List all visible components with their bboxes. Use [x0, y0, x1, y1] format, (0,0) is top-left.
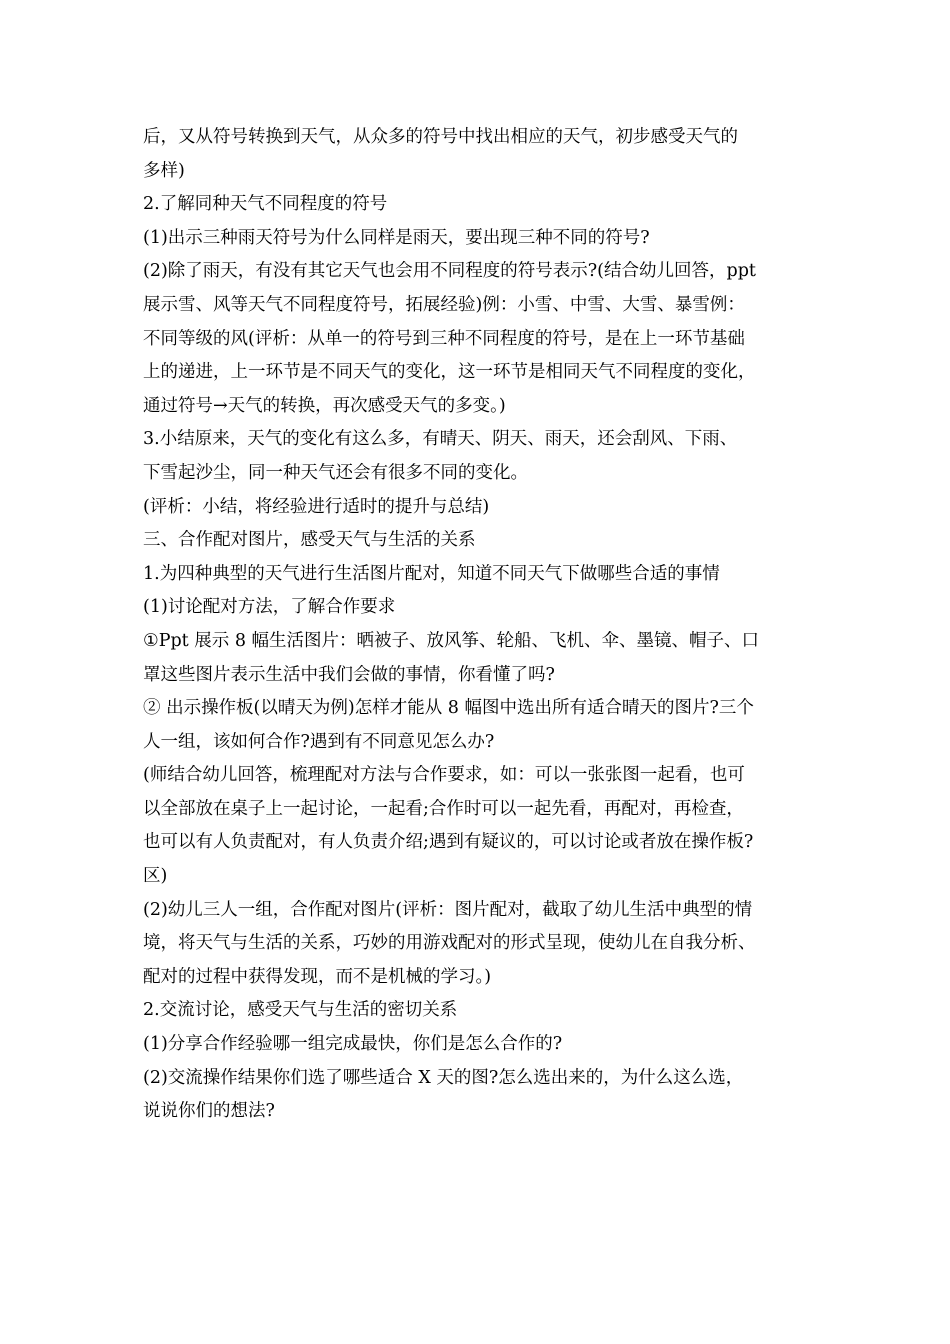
text-line: 多样)	[143, 160, 185, 181]
text-line: (1)出示三种雨天符号为什么同样是雨天，要出现三种不同的符号?	[143, 227, 650, 248]
text-line: 人一组，该如何合作?遇到有不同意见怎么办?	[143, 731, 495, 752]
text-line: 展示雪、风等天气不同程度符号，拓展经验)例：小雪、中雪、大雪、暴雪例：	[143, 294, 745, 315]
text-line: 通过符号→天气的转换，再次感受天气的多变。)	[143, 395, 506, 416]
text-line: 以全部放在桌子上一起讨论，一起看;合作时可以一起先看，再配对，再检查，	[143, 798, 744, 819]
text-line: 后，又从符号转换到天气，从众多的符号中找出相应的天气，初步感受天气的	[143, 127, 738, 147]
section-heading: 三、合作配对图片，感受天气与生活的关系	[143, 530, 476, 551]
section-heading: 2.交流讨论，感受天气与生活的密切关系	[143, 1000, 458, 1021]
text-line: (1)分享合作经验哪一组完成最快，你们是怎么合作的?	[143, 1034, 563, 1055]
text-line: (2)幼儿三人一组，合作配对图片(评析：图片配对，截取了幼儿生活中典型的情	[143, 899, 753, 920]
text-line: 说说你们的想法?	[143, 1101, 275, 1122]
text-line: 下雪起沙尘，同一种天气还会有很多不同的变化。	[143, 462, 528, 483]
text-line: (1)讨论配对方法，了解合作要求	[143, 597, 396, 618]
section-heading: 1.为四种典型的天气进行生活图片配对，知道不同天气下做哪些合适的事情	[143, 563, 720, 584]
document-body	[143, 121, 833, 1129]
section-heading: 3.小结原来，天气的变化有这么多，有晴天、阴天、雨天，还会刮风、下雨、	[143, 429, 738, 450]
text-line: 上的递进，上一环节是不同天气的变化，这一环节是相同天气不同程度的变化，	[143, 362, 756, 383]
text-line: (2)交流操作结果你们选了哪些适合 X 天的图?怎么选出来的，为什么这么选，	[143, 1067, 744, 1088]
text-line: 罩这些图片表示生活中我们会做的事情，你看懂了吗?	[143, 664, 555, 685]
text-line: 不同等级的风(评析：从单一的符号到三种不同程度的符号，是在上一环节基础	[143, 328, 745, 349]
text-line: 也可以有人负责配对，有人负责介绍;遇到有疑议的，可以讨论或者放在操作板?	[143, 832, 754, 853]
section-heading: 2.了解同种天气不同程度的符号	[143, 194, 388, 215]
text-line: 配对的过程中获得发现，而不是机械的学习。)	[143, 966, 492, 987]
text-line: 境，将天气与生活的关系，巧妙的用游戏配对的形式呈现，使幼儿在自我分析、	[143, 933, 756, 954]
text-line: 区)	[143, 866, 168, 887]
text-line: (师结合幼儿回答，梳理配对方法与合作要求，如：可以一张张图一起看，也可	[143, 765, 745, 786]
text-line: (评析：小结，将经验进行适时的提升与总结)	[143, 496, 490, 517]
text-line: (2)除了雨天，有没有其它天气也会用不同程度的符号表示?(结合幼儿回答，ppt	[143, 261, 756, 282]
text-line: ② 出示操作板(以晴天为例)怎样才能从 8 幅图中选出所有适合晴天的图片?三个	[143, 698, 754, 719]
text-line: ①Ppt 展示 8 幅生活图片：晒被子、放风筝、轮船、飞机、伞、墨镜、帽子、口	[143, 630, 760, 651]
